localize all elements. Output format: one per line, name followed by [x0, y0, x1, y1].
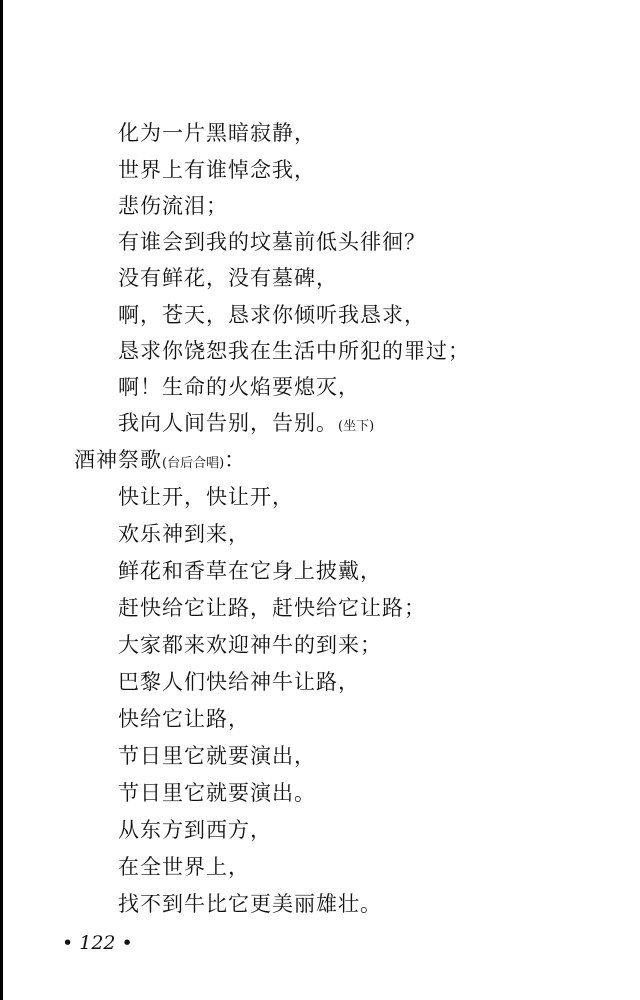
- verse-line: 没有鲜花，没有墓碑，: [118, 266, 338, 290]
- song-line: 节日里它就要演出。: [118, 781, 316, 805]
- verse-line: 有谁会到我的坟墓前低头徘徊？: [118, 230, 426, 254]
- verse-line: 化为一片黑暗寂静，: [118, 121, 316, 145]
- song-note: (台后合唱): [162, 456, 225, 471]
- song-line: 节日里它就要演出，: [118, 744, 316, 768]
- song-line: 从东方到西方，: [118, 818, 272, 842]
- song-line: 快让开，快让开，: [118, 485, 294, 509]
- verse-line: 啊！生命的火焰要熄灭，: [118, 375, 360, 399]
- song-line: 在全世界上，: [118, 855, 250, 879]
- song-heading: [74, 447, 246, 477]
- stage-direction: (坐下): [338, 419, 375, 434]
- verse-line: 恳求你饶恕我在生活中所犯的罪过；: [118, 339, 470, 363]
- song-title: 酒神祭歌: [74, 448, 162, 472]
- song-line: 快给它让路，: [118, 707, 250, 731]
- song-line: 鲜花和香草在它身上披戴，: [118, 559, 382, 583]
- song-colon: ：: [224, 448, 247, 472]
- song-line: 赶快给它让路，赶快给它让路；: [118, 596, 426, 620]
- verse-line: 悲伤流泪；: [118, 194, 228, 218]
- verse-line: 啊，苍天，恳求你倾听我恳求，: [118, 303, 426, 327]
- verse-line: 世界上有谁悼念我，: [118, 158, 316, 182]
- song-line: 大家都来欢迎神牛的到来；: [118, 633, 382, 657]
- song-line: 欢乐神到来，: [118, 522, 250, 546]
- verse-line-text: 我向人间告别，告别。: [118, 411, 338, 435]
- song-line: 找不到牛比它更美丽雄壮。: [118, 892, 382, 916]
- page-number: • 122 •: [62, 932, 133, 954]
- verse-line-last: [118, 410, 374, 440]
- page-left-edge: [0, 0, 3, 1000]
- song-line: 巴黎人们快给神牛让路，: [118, 670, 360, 694]
